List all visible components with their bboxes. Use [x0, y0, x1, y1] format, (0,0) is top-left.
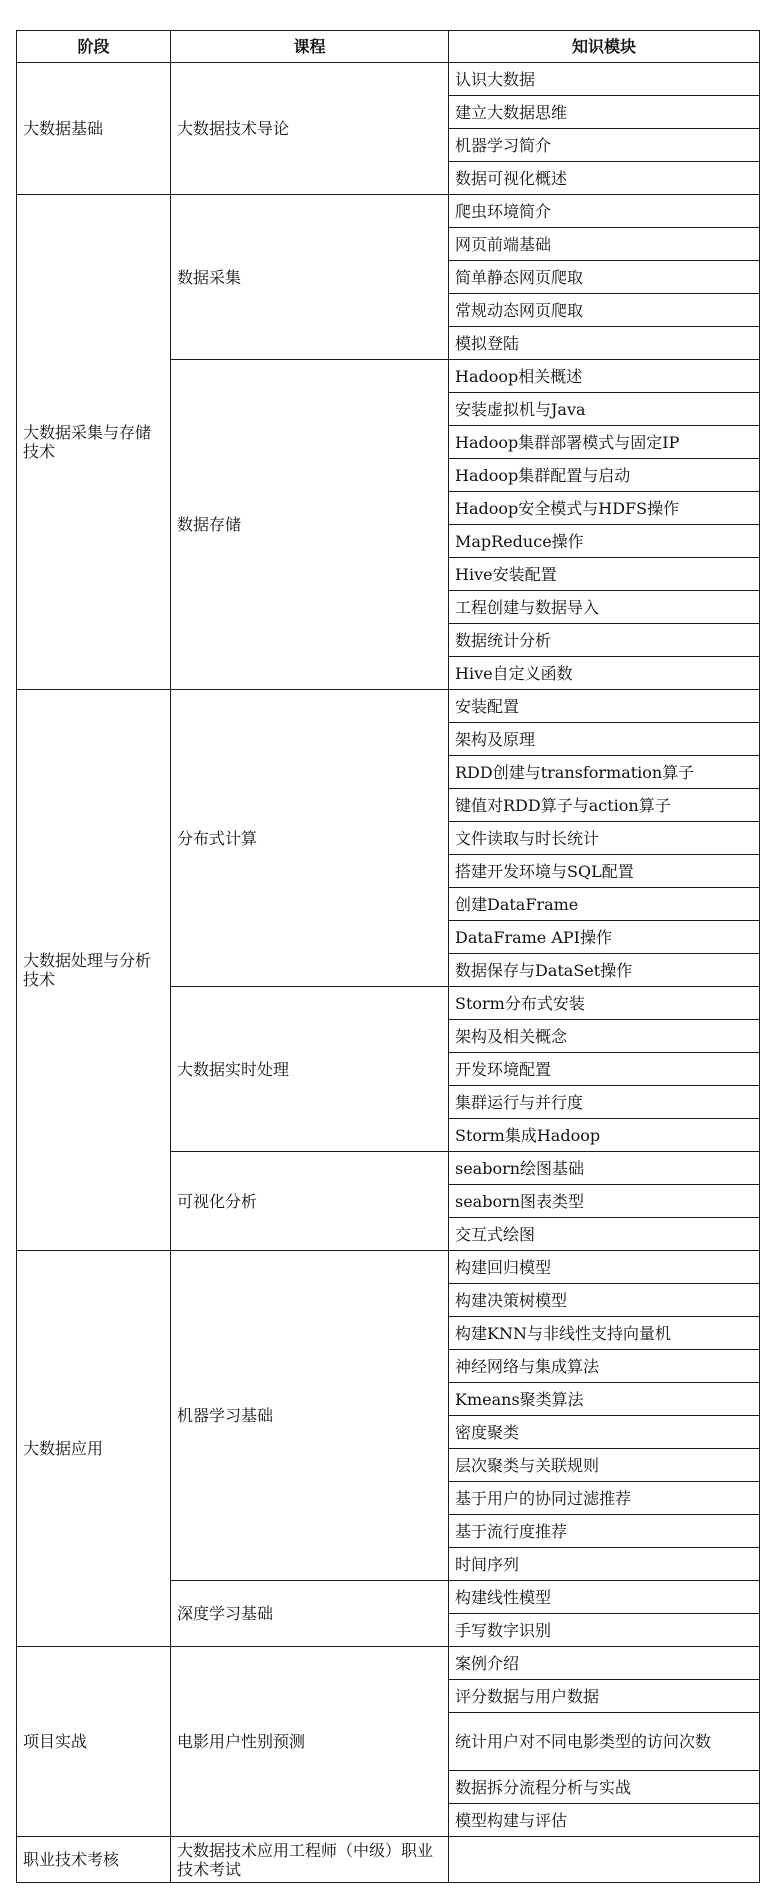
- header-module: 知识模块: [449, 31, 760, 63]
- table-row: [17, 1647, 760, 1680]
- course-cell: 分布式计算: [171, 690, 449, 987]
- table-row: [17, 1251, 760, 1284]
- stage-cell: 职业技术考核: [17, 1837, 171, 1883]
- syllabus-table: [16, 30, 760, 1883]
- stage-cell: 大数据基础: [17, 63, 171, 195]
- module-cell: 密度聚类: [449, 1416, 760, 1449]
- module-cell: 基于流行度推荐: [449, 1515, 760, 1548]
- table-header-row: [17, 31, 760, 63]
- stage-cell: 大数据应用: [17, 1251, 171, 1647]
- module-cell: 手写数字识别: [449, 1614, 760, 1647]
- module-cell: 神经网络与集成算法: [449, 1350, 760, 1383]
- module-cell: 常规动态网页爬取: [449, 294, 760, 327]
- module-cell: 键值对RDD算子与action算子: [449, 789, 760, 822]
- module-cell: 数据保存与DataSet操作: [449, 954, 760, 987]
- header-stage: 阶段: [17, 31, 171, 63]
- stage-cell: 项目实战: [17, 1647, 171, 1837]
- syllabus-wrapper: [16, 30, 760, 1883]
- module-cell: 认识大数据: [449, 63, 760, 96]
- module-cell: [449, 1837, 760, 1883]
- module-cell: 网页前端基础: [449, 228, 760, 261]
- module-cell: 模拟登陆: [449, 327, 760, 360]
- module-cell: 构建回归模型: [449, 1251, 760, 1284]
- module-cell: 开发环境配置: [449, 1053, 760, 1086]
- course-cell: 大数据实时处理: [171, 987, 449, 1152]
- module-cell: 时间序列: [449, 1548, 760, 1581]
- module-cell: 构建线性模型: [449, 1581, 760, 1614]
- course-cell: 数据存储: [171, 360, 449, 690]
- module-cell: 基于用户的协同过滤推荐: [449, 1482, 760, 1515]
- module-cell: 数据拆分流程分析与实战: [449, 1771, 760, 1804]
- module-cell: Storm集成Hadoop: [449, 1119, 760, 1152]
- module-cell: 创建DataFrame: [449, 888, 760, 921]
- header-course: 课程: [171, 31, 449, 63]
- module-cell: seaborn绘图基础: [449, 1152, 760, 1185]
- module-cell: 构建KNN与非线性支持向量机: [449, 1317, 760, 1350]
- module-cell: 简单静态网页爬取: [449, 261, 760, 294]
- module-cell: 工程创建与数据导入: [449, 591, 760, 624]
- module-cell: 构建决策树模型: [449, 1284, 760, 1317]
- course-cell: 大数据技术导论: [171, 63, 449, 195]
- module-cell: Hive安装配置: [449, 558, 760, 591]
- module-cell: 安装配置: [449, 690, 760, 723]
- module-cell: Storm分布式安装: [449, 987, 760, 1020]
- module-cell: RDD创建与transformation算子: [449, 756, 760, 789]
- module-cell: 安装虚拟机与Java: [449, 393, 760, 426]
- module-cell: 建立大数据思维: [449, 96, 760, 129]
- module-cell: 架构及原理: [449, 723, 760, 756]
- module-cell: 交互式绘图: [449, 1218, 760, 1251]
- course-cell: 电影用户性别预测: [171, 1647, 449, 1837]
- module-cell: Hadoop相关概述: [449, 360, 760, 393]
- module-cell: Kmeans聚类算法: [449, 1383, 760, 1416]
- course-cell: 数据采集: [171, 195, 449, 360]
- module-cell: 机器学习简介: [449, 129, 760, 162]
- module-cell: DataFrame API操作: [449, 921, 760, 954]
- module-cell: 数据可视化概述: [449, 162, 760, 195]
- table-row: [17, 195, 760, 228]
- course-cell: 大数据技术应用工程师（中级）职业技术考试: [171, 1837, 449, 1883]
- syllabus-body: [17, 63, 760, 1883]
- module-cell: seaborn图表类型: [449, 1185, 760, 1218]
- module-cell: 案例介绍: [449, 1647, 760, 1680]
- course-cell: 机器学习基础: [171, 1251, 449, 1581]
- module-cell: 架构及相关概念: [449, 1020, 760, 1053]
- module-cell: Hadoop安全模式与HDFS操作: [449, 492, 760, 525]
- module-cell: 模型构建与评估: [449, 1804, 760, 1837]
- stage-cell: 大数据采集与存储技术: [17, 195, 171, 690]
- module-cell: 评分数据与用户数据: [449, 1680, 760, 1713]
- module-cell: 爬虫环境简介: [449, 195, 760, 228]
- course-cell: 可视化分析: [171, 1152, 449, 1251]
- module-cell: 集群运行与并行度: [449, 1086, 760, 1119]
- stage-cell: 大数据处理与分析技术: [17, 690, 171, 1251]
- table-row: [17, 690, 760, 723]
- course-cell: 深度学习基础: [171, 1581, 449, 1647]
- table-row: [17, 63, 760, 96]
- module-cell: Hive自定义函数: [449, 657, 760, 690]
- module-cell: 数据统计分析: [449, 624, 760, 657]
- module-cell: MapReduce操作: [449, 525, 760, 558]
- table-row: [17, 1837, 760, 1883]
- module-cell: 统计用户对不同电影类型的访问次数: [449, 1713, 760, 1771]
- module-cell: 层次聚类与关联规则: [449, 1449, 760, 1482]
- module-cell: Hadoop集群部署模式与固定IP: [449, 426, 760, 459]
- module-cell: 搭建开发环境与SQL配置: [449, 855, 760, 888]
- module-cell: 文件读取与时长统计: [449, 822, 760, 855]
- module-cell: Hadoop集群配置与启动: [449, 459, 760, 492]
